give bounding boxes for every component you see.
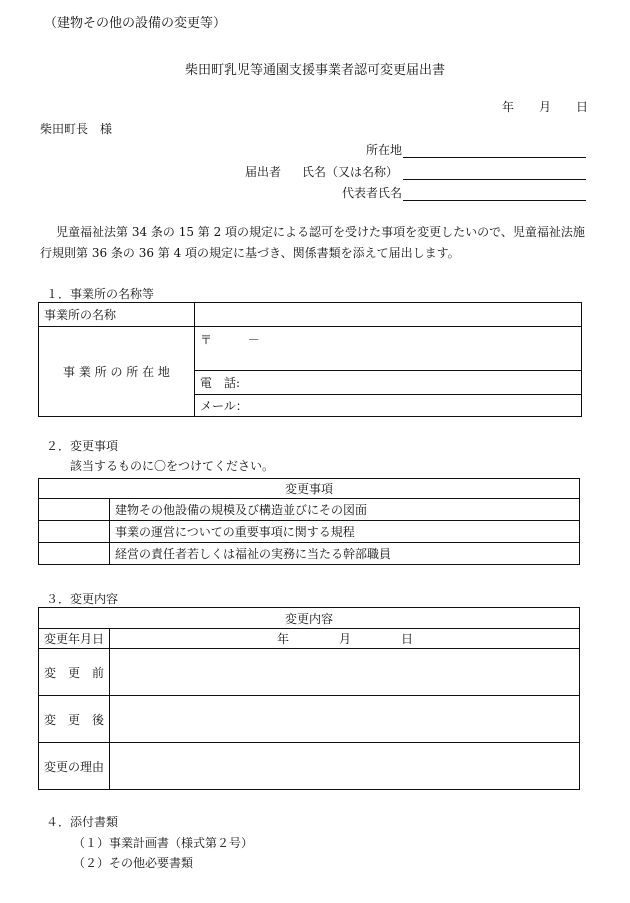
name-label: 氏名（又は名称） [302,165,399,179]
postal-dash: － [247,333,260,347]
applicant-role-label: 届出者 [245,165,282,179]
representative-label: 代表者氏名 [342,186,403,200]
change-item-mark-cell[interactable] [39,521,110,543]
phone-label: 電 話: [200,376,241,390]
change-item-mark-cell[interactable] [39,499,110,521]
change-reason-label: 変更の理由 [39,743,110,790]
form-category-note: （建物その他の設備の変更等） [44,16,227,31]
facility-address-label: 事 業 所 の 所 在 地 [39,327,195,417]
change-date-day: 日 [401,632,414,646]
date-day-label: 日 [576,100,589,114]
section2-heading: ２．変更事項 [46,439,119,453]
change-date-year: 年 [277,632,290,646]
section3-heading: ３．変更内容 [46,592,119,606]
body-text-line2: 行規則第 36 条の 36 第 4 項の規定に基づき、関係書類を添えて届出します。 [40,246,460,260]
change-date-month: 月 [339,632,352,646]
postal-address-cell[interactable] [195,327,582,371]
change-details-header: 変更内容 [39,608,580,629]
email-label: メール： [200,399,248,413]
change-after-cell[interactable] [110,696,580,743]
address-label: 所在地 [366,143,403,157]
change-item-label: 事業の運営についての重要事項に関する規程 [110,521,580,543]
postal-mark: 〒 [200,333,213,347]
change-before-label: 変 更 前 [39,649,110,696]
facility-name-label: 事業所の名称 [39,303,195,327]
change-items-header: 変更事項 [39,479,580,499]
change-date-cell[interactable] [110,629,580,649]
phone-cell[interactable] [195,371,582,395]
date-month-label: 月 [539,100,552,114]
name-line[interactable] [403,165,586,180]
change-after-label: 変 更 後 [39,696,110,743]
change-item-mark-cell[interactable] [39,543,110,565]
facility-info-table [38,302,582,417]
change-item-label: 建物その他設備の規模及び構造並びにその図面 [110,499,580,521]
address-line[interactable] [403,143,586,158]
body-text-line1: 児童福祉法第 34 条の 15 第 2 項の規定による認可を受けた事項を変更したいので、児童福祉法施 [56,225,585,239]
attachment-item: （１）事業計画書（様式第２号） [73,836,254,850]
change-date-label: 変更年月日 [39,629,110,649]
document-title: 柴田町乳児等通園支援事業者認可変更届出書 [184,63,445,78]
representative-line[interactable] [403,186,586,201]
date-year-label: 年 [502,100,515,114]
section4-heading: ４．添付書類 [46,815,119,829]
change-items-table [38,478,580,565]
change-reason-cell[interactable] [110,743,580,790]
section1-heading: １．事業所の名称等 [46,287,155,301]
change-details-table [38,607,580,790]
change-item-label: 経営の責任者若しくは福祉の実務に当たる幹部職員 [110,543,580,565]
attachment-item: （２）その他必要書類 [73,856,194,870]
addressee: 柴田町長 様 [40,122,113,136]
section2-instruction: 該当するものに〇をつけてください。 [70,459,275,473]
email-cell[interactable] [195,395,582,417]
facility-name-cell[interactable] [195,303,582,327]
change-before-cell[interactable] [110,649,580,696]
